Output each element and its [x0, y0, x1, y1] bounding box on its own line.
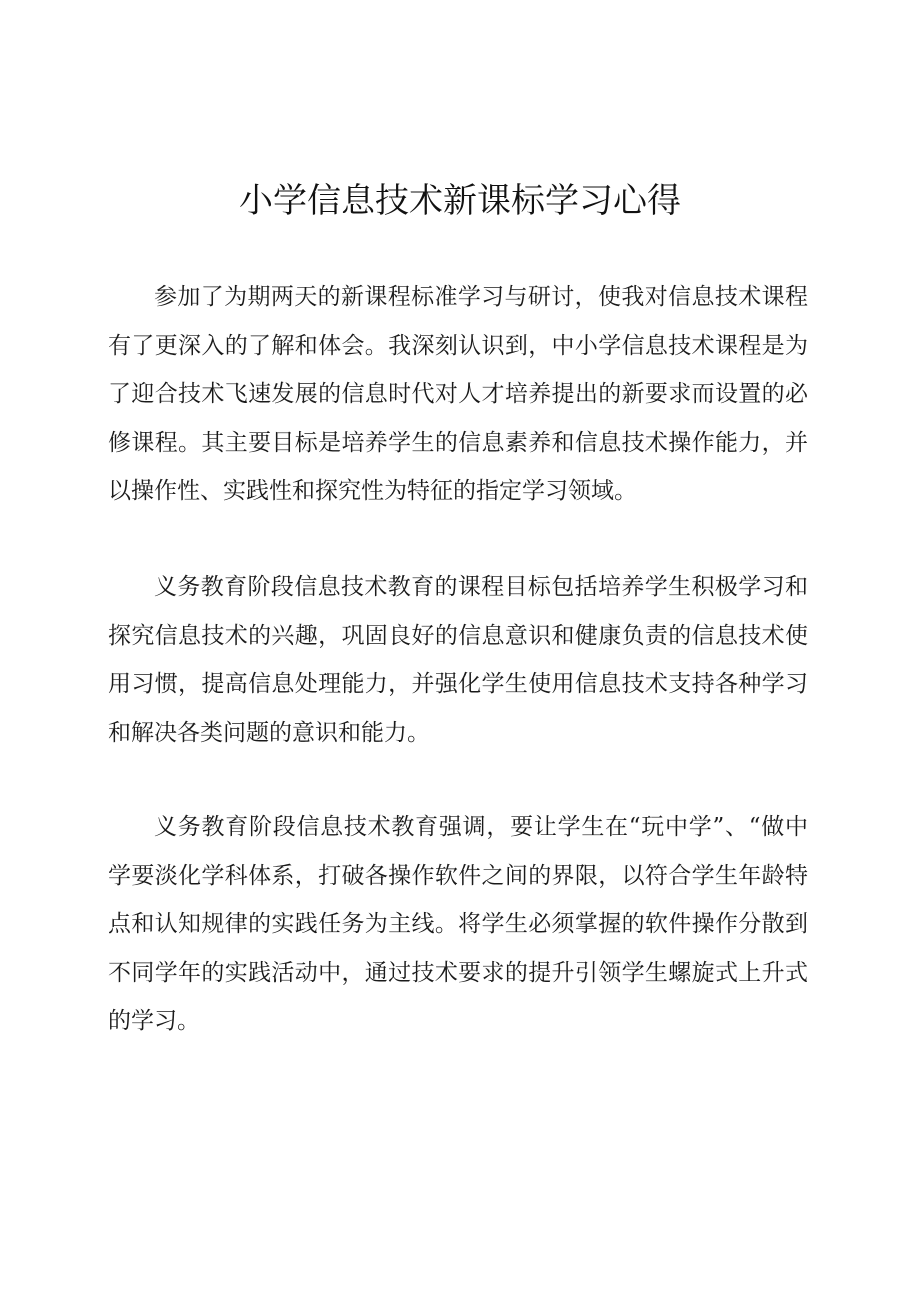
paragraph-1: 参加了为期两天的新课程标准学习与研讨，使我对信息技术课程有了更深入的了解和体会。我深刻认识到，中小学信息技术课程是为了迎合技术飞速发展的信息时代对人才培养提出的新要求而设置的必修课程。其主要目标是培养学生的信息素养和信息技术操作能力，并以操作性、实践性和探究性为特征的指定学习领域。: [108, 284, 808, 504]
paragraph-2: 义务教育阶段信息技术教育的课程目标包括培养学生积极学习和探究信息技术的兴趣，巩固良好的信息意识和健康负责的信息技术使用习惯，提高信息处理能力，并强化学生使用信息技术支持各种学习和解决各类问题的意识和能力。: [108, 574, 808, 746]
paragraph-3: 义务教育阶段信息技术教育强调，要让学生在“玩中学”、“做中学要淡化学科体系，打破各操作软件之间的界限，以符合学生年龄特点和认知规律的实践任务为主线。将学生必须掌握的软件操作分散到不同学年的实践活动中，通过技术要求的提升引领学生螺旋式上升式的学习。: [108, 814, 808, 1034]
page-title: 小学信息技术新课标学习心得: [239, 181, 681, 221]
